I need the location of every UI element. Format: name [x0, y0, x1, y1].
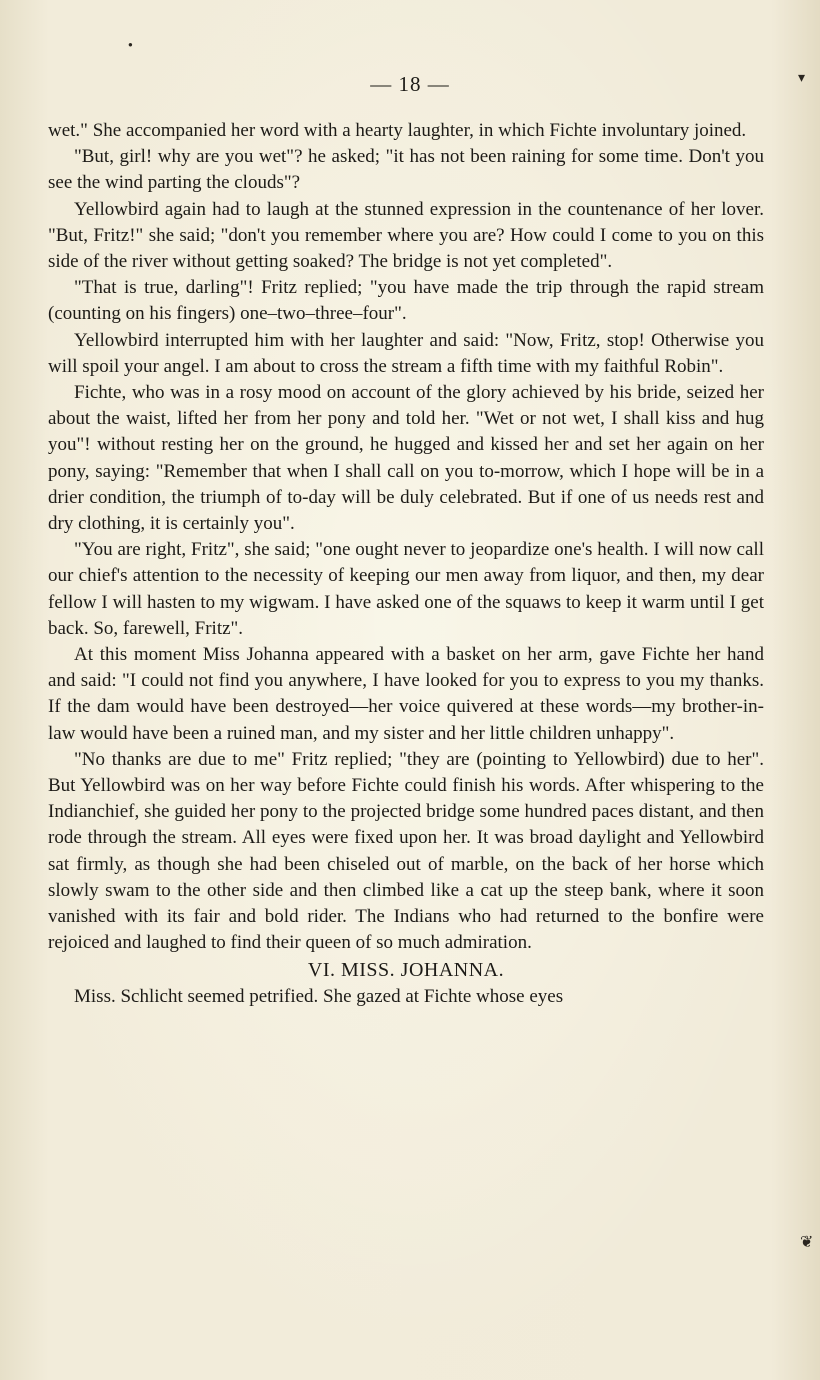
- paragraph-1: wet." She accompanied her word with a hearty laughter, in which Fichte involuntary joined.: [48, 120, 747, 141]
- body-text: [48, 118, 764, 1010]
- paragraph-5: Yellowbird interrupted him with her laughter and said: "Now, Fritz, stop! Otherwise you will spoil your angel. I am about to cross the stream a fifth time with my faithful Robin".: [48, 329, 764, 377]
- paragraph-7: "You are right, Fritz", she said; "one ought never to jeopardize one's health. I will now call our chief's attention to the necessity of keeping our men away from liquor, and then, my dear fellow I will hasten to my wigwam. I have asked one of the squaws to keep it warm until I get back. So, farewell, Fritz".: [48, 539, 764, 639]
- paragraph-9: "No thanks are due to me" Fritz replied; "they are (pointing to Yellowbird) due to her". But Yellowbird was on her way before Fichte could finish his words. After whispering to the Indianchief, she guided her pony to the projected bridge some hundred paces distant, and then rode through the stream. All eyes were fixed upon her. It was broad daylight and Yellowbird sat firmly, as though she had been chiseled out of marble, on the back of her horse which slowly swam to the other side and then climbed like a cat up the steep bank, where it soon vanished with its fair and bold rider. The Indians who had returned to the bonfire were rejoiced and laughed to find their queen of so much admiration.: [48, 748, 764, 954]
- page-number: — 18 —: [370, 72, 450, 96]
- paragraph-3: Yellowbird again had to laugh at the stunned expression in the countenance of her lover. "But, Fritz!" she said; "don't you remember where you are? How could I come to you on this side of the river without getting soaked? The bridge is not yet completed".: [48, 198, 764, 273]
- paragraph-6: Fichte, who was in a rosy mood on account of the glory achieved by his bride, seized her about the waist, lifted her from her pony and told her. "Wet or not wet, I shall kiss and hug you"! without resting her on the ground, he hugged and kissed her and set her again on her pony, saying: "Remember that when I shall call on you to-morrow, which I hope will be in a drier condition, the triumph of to-day will be duly celebrated. But if one of us needs rest and dry clothing, it is certainly you".: [48, 382, 764, 535]
- paragraph-10: Miss. Schlicht seemed petrified. She gazed at Fichte whose eyes: [74, 985, 564, 1007]
- paragraph-2: "But, girl! why are you wet"? he asked; "it has not been raining for some time. Don't you see the wind parting the clouds"?: [48, 146, 764, 194]
- ink-dot-mark: ●: [128, 40, 133, 49]
- ink-blot-mark: ❦: [800, 1234, 814, 1251]
- chapter-heading: VI. MISS. JOHANNA.: [307, 958, 505, 981]
- ink-speck-mark: ▾: [798, 71, 806, 86]
- paragraph-4: "That is true, darling"! Fritz replied; "you have made the trip through the rapid stream (counting on his fingers) one–two–three–four".: [48, 277, 764, 325]
- paragraph-8: At this moment Miss Johanna appeared with a basket on her arm, gave Fichte her hand and said: "I could not find you anywhere, I have looked for you to express to you my thanks. If the dam would have been destroyed—her voice quivered at these words—my brother-in-law would have been a ruined man, and my sister and her little children unhappy".: [48, 644, 764, 744]
